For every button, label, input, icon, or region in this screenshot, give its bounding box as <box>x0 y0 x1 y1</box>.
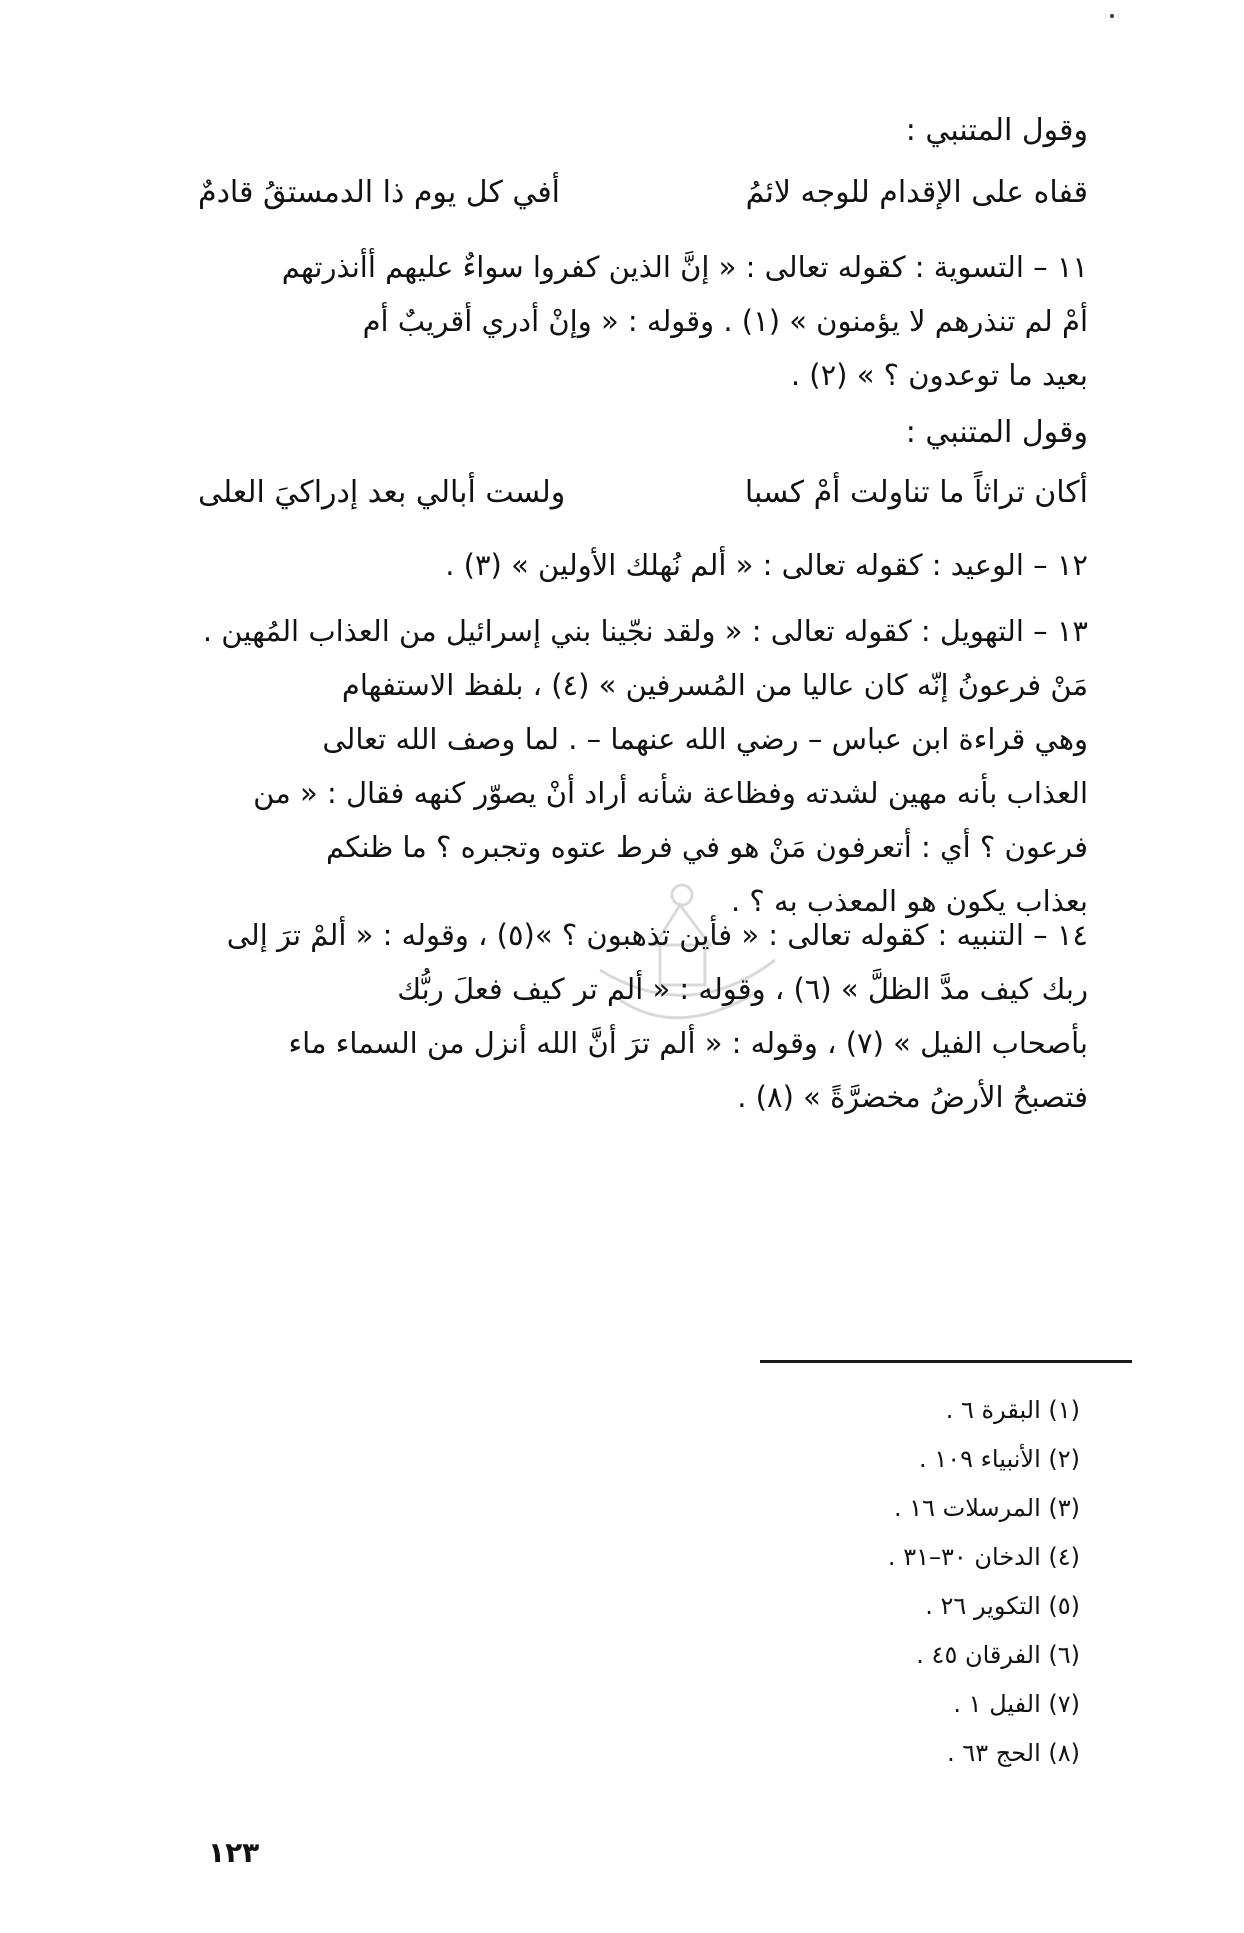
footnotes-list <box>760 1386 1080 1778</box>
footnote-item: (٢) الأنبياء ١٠٩ . <box>919 1445 1080 1473</box>
item-11-taswiya <box>198 240 1088 402</box>
paragraph-line: بأصحاب الفيل » (٧) ، وقوله : « ألم ترَ أنَّ الله أنزل من السماء ماء <box>288 1026 1088 1060</box>
verse-1-right-hemistich: أفي كل يوم ذا الدمستقُ قادمٌ <box>198 175 561 210</box>
page-number: ١٢٣ <box>208 1836 260 1869</box>
footnote-item: (٦) الفرقان ٤٥ . <box>916 1641 1080 1669</box>
intro-mutanabbi-2 <box>198 406 1088 460</box>
footnote-item: (٣) المرسلات ١٦ . <box>893 1494 1080 1522</box>
footnote-divider <box>760 1360 1132 1363</box>
paragraph-line: فتصبحُ الأرضُ مخضرَّةً » (٨) . <box>737 1080 1088 1114</box>
paragraph-line: وهي قراءة ابن عباس – رضي الله عنهما – . لما وصف الله تعالى <box>322 722 1088 756</box>
item-14-tanbeeh <box>198 908 1088 1124</box>
paragraph-line: بعيد ما توعدون ؟ » (٢) . <box>790 358 1088 392</box>
verse-2 <box>198 466 1088 520</box>
paragraph-line: ربك كيف مدَّ الظلَّ » (٦) ، وقوله : « ألم تر كيف فعلَ ربُّك <box>397 972 1088 1006</box>
footnote-item: (١) البقرة ٦ . <box>945 1396 1080 1424</box>
footnote-item: (٤) الدخان ٣٠–٣١ . <box>887 1543 1080 1571</box>
speck-top <box>1110 14 1114 18</box>
paragraph-line: ١٢ – الوعيد : كقوله تعالى : « ألم نُهلك الأولين » (٣) . <box>445 548 1088 582</box>
paragraph-line: بعذاب يكون هو المعذب به ؟ . <box>731 884 1088 918</box>
paragraph-line: العذاب بأنه مهين لشدته وفظاعة شأنه أراد أنْ يصوّر كنهه فقال : « من <box>253 776 1088 810</box>
footnote-item: (٧) الفيل ١ . <box>953 1690 1080 1718</box>
paragraph-line: ١١ – التسوية : كقوله تعالى : « إنَّ الذين كفروا سواءٌ عليهم أأنذرتهم <box>281 250 1088 284</box>
footnote-item: (٥) التكوير ٢٦ . <box>925 1592 1080 1620</box>
paragraph-line: فرعون ؟ أي : أتعرفون مَنْ هو في فرط عتوه وتجبره ؟ ما ظنكم <box>326 830 1088 864</box>
footnote-item: (٨) الحج ٦٣ . <box>947 1739 1080 1767</box>
paragraph-line: مَنْ فرعونُ إنّه كان عاليا من المُسرفين » (٤) ، بلفظ الاستفهام <box>341 668 1088 702</box>
verse-1 <box>198 166 1088 220</box>
paragraph-line: أمْ لم تنذرهم لا يؤمنون » (١) . وقوله : « وإنْ أدري أقريبٌ أم <box>362 304 1088 338</box>
paragraph-line: ١٤ – التنبيه : كقوله تعالى : « فأين تذهبون ؟ »(٥) ، وقوله : « ألمْ ترَ إلى <box>226 918 1088 952</box>
verse-2-left-hemistich: أكان تراثاً ما تناولت أمْ كسبا <box>744 475 1088 510</box>
intro-mutanabbi-1 <box>198 104 1088 158</box>
intro-text: وقول المتنبي : <box>905 113 1088 148</box>
verse-1-left-hemistich: قفاه على الإقدام للوجه لائمُ <box>745 175 1088 210</box>
item-12-waeed <box>198 538 1088 592</box>
verse-2-right-hemistich: ولست أبالي بعد إدراكيَ العلى <box>198 475 566 510</box>
intro-text: وقول المتنبي : <box>905 415 1088 450</box>
paragraph-line: ١٣ – التهويل : كقوله تعالى : « ولقد نجّينا بني إسرائيل من العذاب المُهين . <box>202 614 1088 648</box>
